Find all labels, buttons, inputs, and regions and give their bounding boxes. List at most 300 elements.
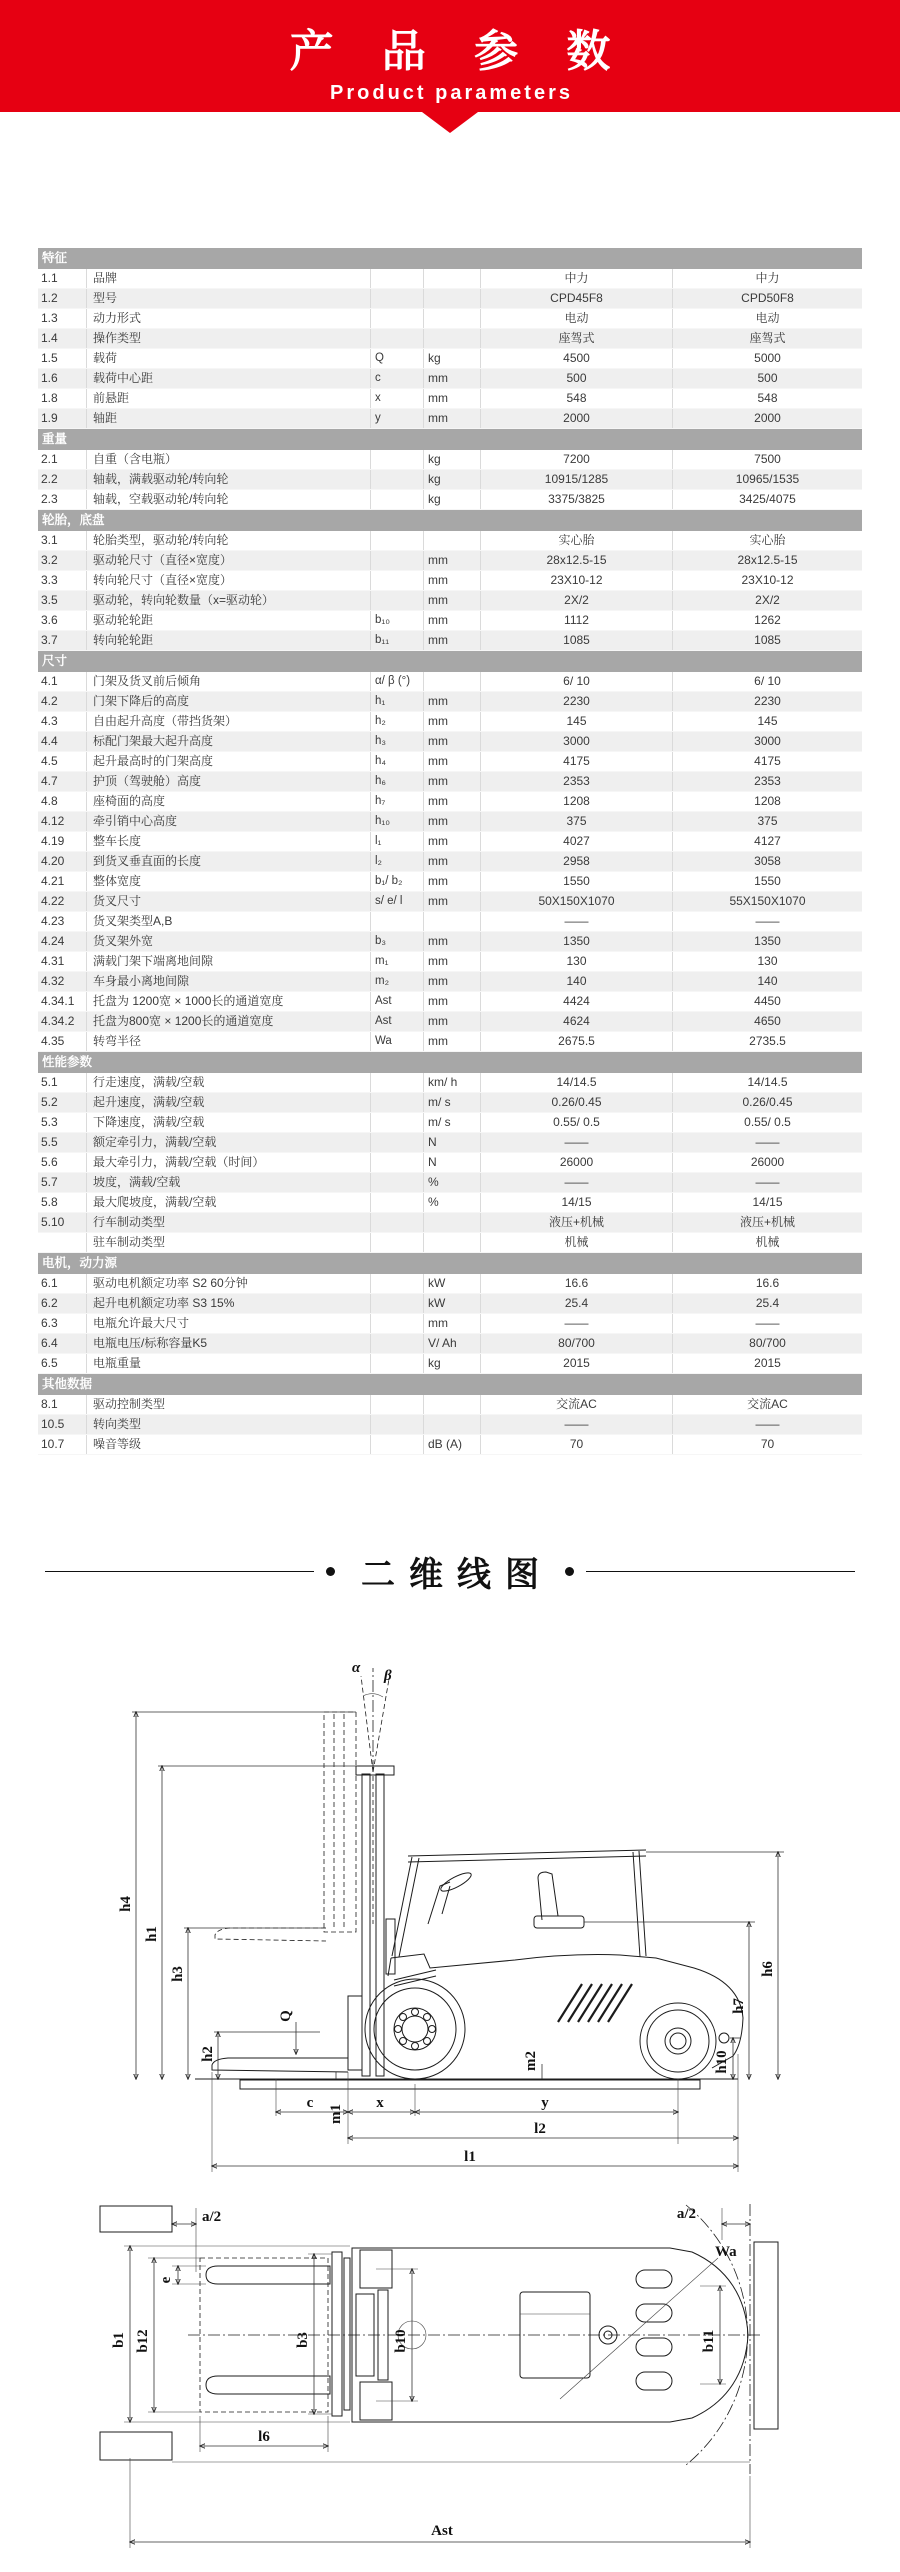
cell-c3: mm [423,591,480,610]
cell-c4: 1112 [480,611,672,630]
cell-c2 [370,1113,423,1132]
cell-c5: 130 [672,952,862,971]
cell-c3: mm [423,972,480,991]
cell-c1: 电瓶允许最大尺寸 [86,1314,370,1333]
cell-c0: 5.10 [41,1215,65,1229]
cell-c2: Wa [370,1032,423,1051]
cell-c1: 托盘为 1200宽 × 1000长的通道宽度 [86,992,370,1011]
table-row [38,1032,862,1052]
banner-subtitle: Product parameters [330,82,573,104]
cell-c3 [423,912,480,931]
cell-c1: 载荷 [86,349,370,368]
dim-label-b11: b11 [701,2329,717,2353]
cell-c3: mm [423,952,480,971]
cell-c1: 坡度，满载/空载 [86,1173,370,1192]
dim-label-h6: h6 [760,1961,776,1977]
cell-c0: 3.6 [41,613,58,627]
divider-line-left [45,1571,314,1572]
cell-c0: 4.22 [41,894,65,908]
table-row [38,1153,862,1173]
cell-c5: 4650 [672,1012,862,1031]
cell-c0: 4.2 [41,694,58,708]
cell-c0: 10.7 [41,1437,65,1451]
cell-c1: 到货叉垂直面的长度 [86,852,370,871]
cell-c3: mm [423,992,480,1011]
cell-c0: 1.5 [41,351,58,365]
table-row [38,551,862,571]
cell-c3: % [423,1173,480,1192]
cell-c0: 3.1 [41,533,58,547]
cell-c1: 载荷中心距 [86,369,370,388]
cell-c0: 2.3 [41,492,58,506]
product-params-banner [0,0,900,112]
table-row [38,972,862,992]
cell-c3: V/ Ah [423,1334,480,1353]
cell-c1: 操作类型 [86,329,370,348]
cell-c0: 1.1 [41,271,58,285]
table-row [38,1233,862,1253]
cell-c0: 5.5 [41,1135,58,1149]
cell-c1: 转向类型 [86,1415,370,1434]
table-row [38,571,862,591]
cell-c4: 10915/1285 [480,470,672,489]
cell-c4: 4027 [480,832,672,851]
cell-c5: 电动 [672,309,862,328]
cell-c0: 1.3 [41,311,58,325]
section-header: 其他数据 [38,1374,862,1395]
table-row [38,1354,862,1374]
table-row [38,912,862,932]
cell-c5: 4450 [672,992,862,1011]
dim-label-b12: b12 [135,2329,151,2353]
cell-c4: 80/700 [480,1334,672,1353]
cell-c5: 500 [672,369,862,388]
cell-c1: 自由起升高度（带挡货架） [86,712,370,731]
cell-c0: 5.6 [41,1155,58,1169]
cell-c2: l₁ [370,832,423,851]
table-row [38,1213,862,1233]
cell-c2: s/ e/ l [370,892,423,911]
cell-c4: 中力 [480,269,672,288]
dim-label-h3: h3 [170,1966,186,1982]
cell-c2 [370,571,423,590]
cell-c0 [38,1233,86,1252]
cell-c1: 最大牵引力，满载/空载（时间） [86,1153,370,1172]
cell-c4: 机械 [480,1233,672,1252]
cell-c2 [370,1435,423,1454]
cell-c0: 4.20 [41,854,65,868]
cell-c4: 130 [480,952,672,971]
cell-c5: CPD50F8 [672,289,862,308]
cell-c1: 轴载，空载驱动轮/转向轮 [86,490,370,509]
cell-c0: 3.3 [41,573,58,587]
table-row [38,692,862,712]
table-row [38,1133,862,1153]
dim-label-y: y [541,2095,549,2111]
cell-c2 [370,1153,423,1172]
cell-c0: 4.34.2 [41,1014,75,1028]
cell-c2: Ast [370,992,423,1011]
cell-c4: 2958 [480,852,672,871]
cell-c5: 16.6 [672,1274,862,1293]
cell-c1: 驱动轮尺寸（直径×宽度） [86,551,370,570]
table-row [38,1073,862,1093]
table-row [38,1294,862,1314]
table-row [38,1173,862,1193]
table-row [38,591,862,611]
cell-c4: 交流AC [480,1395,672,1414]
table-row [38,1395,862,1415]
cell-c0: 3.7 [41,633,58,647]
cell-c0: 4.21 [41,874,65,888]
cell-c0: 5.7 [41,1175,58,1189]
cell-c3 [423,1395,480,1414]
cell-c4: 2353 [480,772,672,791]
cell-c1: 转向轮尺寸（直径×宽度） [86,571,370,590]
cell-c2: m₁ [370,952,423,971]
cell-c1: 货叉尺寸 [86,892,370,911]
cell-c3: mm [423,389,480,408]
cell-c1: 座椅面的高度 [86,792,370,811]
banner-pointer [422,112,478,133]
cell-c5: 3425/4075 [672,490,862,509]
dim-label-e: e [158,2276,174,2284]
cell-c3 [423,309,480,328]
cell-c0: 4.24 [41,934,65,948]
dim-label-h4: h4 [118,1896,134,1912]
cell-c3: mm [423,872,480,891]
cell-c5: 14/14.5 [672,1073,862,1092]
dim-label-h1: h1 [144,1926,160,1942]
cell-c5: 交流AC [672,1395,862,1414]
table-row [38,1093,862,1113]
cell-c3: mm [423,792,480,811]
cell-c2 [370,1274,423,1293]
cell-c0: 4.7 [41,774,58,788]
cell-c0: 4.19 [41,834,65,848]
table-row [38,1113,862,1133]
cell-c1: 门架及货叉前后倾角 [86,672,370,691]
cell-c0: 4.12 [41,814,65,828]
table-row [38,409,862,429]
cell-c5: 3058 [672,852,862,871]
cell-c2 [370,309,423,328]
dim-label-l6: l6 [258,2429,270,2445]
cell-c1: 护顶（驾驶舱）高度 [86,772,370,791]
cell-c3: mm [423,932,480,951]
cell-c1: 货叉架外宽 [86,932,370,951]
cell-c4: 26000 [480,1153,672,1172]
cell-c3 [423,531,480,550]
cell-c2: h₁₀ [370,812,423,831]
cell-c5: —— [672,1314,862,1333]
dim-label-h7: h7 [731,1998,747,2014]
cell-c3: kW [423,1274,480,1293]
cell-c5: 4175 [672,752,862,771]
cell-c4: —— [480,1415,672,1434]
cell-c1: 额定牵引力，满载/空载 [86,1133,370,1152]
dim-label-c: c [306,2095,314,2111]
cell-c5: 548 [672,389,862,408]
cell-c4: 375 [480,812,672,831]
section-header: 轮胎，底盘 [38,510,862,531]
cell-c2 [370,1314,423,1333]
cell-c0: 3.2 [41,553,58,567]
cell-c2 [370,1073,423,1092]
table-row [38,329,862,349]
cell-c2 [370,269,423,288]
cell-c2 [370,1233,423,1252]
cell-c0: 1.6 [41,371,58,385]
cell-c5: 中力 [672,269,862,288]
table-row [38,772,862,792]
cell-c1: 电瓶电压/标称容量K5 [86,1334,370,1353]
divider-dot-right [565,1567,574,1576]
cell-c0: 4.32 [41,974,65,988]
cell-c3: dB (A) [423,1435,480,1454]
cell-c4: —— [480,1133,672,1152]
cell-c4: 28x12.5-15 [480,551,672,570]
cell-c0: 4.8 [41,794,58,808]
cell-c0: 5.1 [41,1075,58,1089]
cell-c4: 2015 [480,1354,672,1373]
cell-c4: 2000 [480,409,672,428]
cell-c3: mm [423,852,480,871]
table-row [38,752,862,772]
cell-c1: 托盘为800宽 × 1200长的通道宽度 [86,1012,370,1031]
table-row [38,932,862,952]
cell-c1: 车身最小离地间隙 [86,972,370,991]
cell-c1: 行车制动类型 [86,1213,370,1232]
cell-c0: 8.1 [41,1397,58,1411]
table-row [38,892,862,912]
cell-c2 [370,329,423,348]
cell-c2: m₂ [370,972,423,991]
cell-c1: 起升电机额定功率 S3 15% [86,1294,370,1313]
cell-c2: l₂ [370,852,423,871]
cell-c2: h₂ [370,712,423,731]
dim-label-m2: m2 [523,2051,539,2071]
cell-c2 [370,1395,423,1414]
cell-c0: 4.34.1 [41,994,75,1008]
cell-c3: mm [423,1032,480,1051]
cell-c4: 1550 [480,872,672,891]
cell-c0: 2.1 [41,452,58,466]
cell-c3 [423,269,480,288]
section-header: 电机，动力源 [38,1253,862,1274]
cell-c1: 品牌 [86,269,370,288]
cell-c5: 375 [672,812,862,831]
table-row [38,389,862,409]
cell-c3: mm [423,832,480,851]
cell-c1: 型号 [86,289,370,308]
table-row [38,992,862,1012]
cell-c4: 6/ 10 [480,672,672,691]
cell-c3: kW [423,1294,480,1313]
cell-c1: 轮胎类型，驱动轮/转向轮 [86,531,370,550]
cell-c3: mm [423,571,480,590]
table-row [38,712,862,732]
cell-c5: 5000 [672,349,862,368]
cell-c2: b₁₀ [370,611,423,630]
cell-c4: 7200 [480,450,672,469]
cell-c0: 4.4 [41,734,58,748]
dim-label-x: x [376,2095,384,2111]
cell-c2: h₃ [370,732,423,751]
cell-c5: 1208 [672,792,862,811]
cell-c0: 4.23 [41,914,65,928]
table-row [38,470,862,490]
cell-c1: 动力形式 [86,309,370,328]
cell-c5: 2000 [672,409,862,428]
cell-c1: 电瓶重量 [86,1354,370,1373]
cell-c2: h₄ [370,752,423,771]
cell-c5: 55X150X1070 [672,892,862,911]
side-view-drawing [90,1624,870,2194]
cell-c0: 6.1 [41,1276,58,1290]
table-row [38,1334,862,1354]
spec-table [38,248,862,1455]
cell-c2: b₁/ b₂ [370,872,423,891]
cell-c2: h₇ [370,792,423,811]
cell-c1: 驻车制动类型 [86,1233,370,1252]
divider-2d-drawing [45,1547,855,1596]
cell-c3: mm [423,812,480,831]
cell-c5: 25.4 [672,1294,862,1313]
cell-c3: mm [423,369,480,388]
cell-c2 [370,1093,423,1112]
cell-c3: mm [423,712,480,731]
cell-c3: kg [423,1354,480,1373]
cell-c5: 实心胎 [672,531,862,550]
cell-c4: 23X10-12 [480,571,672,590]
cell-c1: 前悬距 [86,389,370,408]
cell-c5: 机械 [672,1233,862,1252]
cell-c4: —— [480,1314,672,1333]
cell-c0: 5.8 [41,1195,58,1209]
cell-c2 [370,1334,423,1353]
cell-c1: 起升最高时的门架高度 [86,752,370,771]
cell-c3: mm [423,772,480,791]
cell-c3: kg [423,450,480,469]
cell-c0: 4.31 [41,954,65,968]
cell-c3: kg [423,490,480,509]
cell-c0: 4.5 [41,754,58,768]
cell-c4: 2X/2 [480,591,672,610]
cell-c2 [370,1193,423,1212]
table-row [38,490,862,510]
table-row [38,872,862,892]
cell-c0: 3.5 [41,593,58,607]
table-row [38,1435,862,1455]
cell-c5: 2X/2 [672,591,862,610]
cell-c5: 2230 [672,692,862,711]
divider-dot-left [326,1567,335,1576]
cell-c5: 7500 [672,450,862,469]
cell-c2 [370,912,423,931]
cell-c4: CPD45F8 [480,289,672,308]
table-row [38,309,862,329]
dim-label-b1: b1 [111,2332,127,2348]
cell-c2 [370,1354,423,1373]
table-row [38,631,862,651]
cell-c4: 液压+机械 [480,1213,672,1232]
section-header: 特征 [38,248,862,269]
cell-c3: mm [423,631,480,650]
cell-c0: 5.3 [41,1115,58,1129]
cell-c0: 4.35 [41,1034,65,1048]
section-header: 重量 [38,429,862,450]
table-row [38,611,862,631]
cell-c3: m/ s [423,1093,480,1112]
cell-c2: α/ β (°) [370,672,423,691]
cell-c2 [370,1133,423,1152]
cell-c2 [370,531,423,550]
cell-c1: 轴距 [86,409,370,428]
cell-c3: mm [423,692,480,711]
table-row [38,289,862,309]
cell-c1: 转弯半径 [86,1032,370,1051]
table-row [38,1314,862,1334]
cell-c3: % [423,1193,480,1212]
table-row [38,952,862,972]
cell-c1: 转向轮轮距 [86,631,370,650]
cell-c4: 0.26/0.45 [480,1093,672,1112]
cell-c1: 下降速度，满载/空载 [86,1113,370,1132]
cell-c0: 6.4 [41,1336,58,1350]
cell-c1: 牵引销中心高度 [86,812,370,831]
cell-c4: 电动 [480,309,672,328]
cell-c1: 轴载，满载驱动轮/转向轮 [86,470,370,489]
table-row [38,672,862,692]
cell-c4: —— [480,1173,672,1192]
cell-c1: 驱动轮，转向轮数量（x=驱动轮） [86,591,370,610]
cell-c3 [423,329,480,348]
cell-c1: 行走速度，满载/空载 [86,1073,370,1092]
cell-c5: 1262 [672,611,862,630]
cell-c4: 0.55/ 0.5 [480,1113,672,1132]
cell-c3 [423,672,480,691]
table-row [38,349,862,369]
table-row [38,1012,862,1032]
table-row [38,369,862,389]
cell-c3: kg [423,470,480,489]
table-row [38,1193,862,1213]
cell-c4: 3375/3825 [480,490,672,509]
cell-c3 [423,1233,480,1252]
cell-c5: 14/15 [672,1193,862,1212]
cell-c0: 1.2 [41,291,58,305]
cell-c4: 4624 [480,1012,672,1031]
cell-c5: 3000 [672,732,862,751]
cell-c2 [370,289,423,308]
cell-c0: 5.2 [41,1095,58,1109]
cell-c2 [370,470,423,489]
cell-c0: 4.3 [41,714,58,728]
cell-c3: mm [423,732,480,751]
cell-c3 [423,289,480,308]
dim-label-alpha: α [352,1660,361,1676]
cell-c4: 145 [480,712,672,731]
cell-c5: 70 [672,1435,862,1454]
cell-c4: 3000 [480,732,672,751]
cell-c5: 1085 [672,631,862,650]
cell-c4: 座驾式 [480,329,672,348]
cell-c5: —— [672,1415,862,1434]
cell-c2: h₁ [370,692,423,711]
cell-c5: 座驾式 [672,329,862,348]
table-row [38,832,862,852]
